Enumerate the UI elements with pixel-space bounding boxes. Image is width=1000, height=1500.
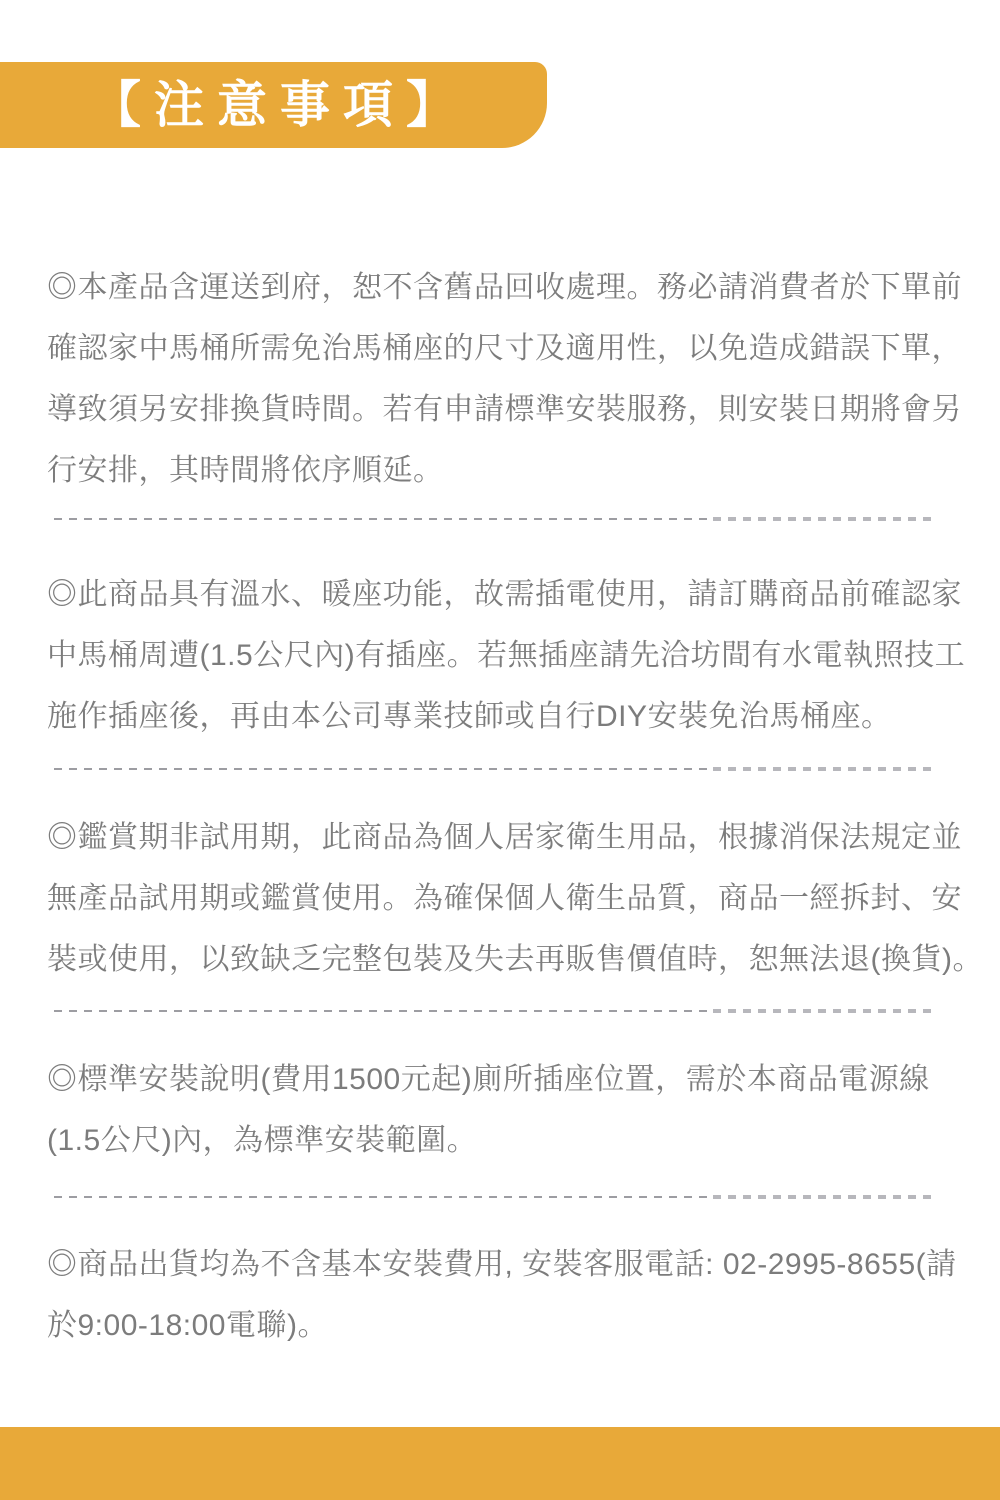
dash-segment-right: [713, 517, 938, 521]
notice-line: 中馬桶周遭(1.5公尺內)有插座。若無插座請先洽坊間有水電執照技工: [47, 639, 966, 672]
footer-band: [0, 1427, 1000, 1500]
notice-paragraph-shipping: [47, 257, 962, 501]
notice-line: 無產品試用期或鑑賞使用。為確保個人衛生品質，商品一經拆封、安: [47, 882, 962, 915]
dashed-divider: [54, 1007, 938, 1015]
dash-segment-left: [54, 768, 713, 770]
notice-line: (1.5公尺)內，為標準安裝範圍。: [47, 1124, 478, 1157]
page-title: 【注意事項】: [91, 77, 469, 133]
notice-line: ◎鑑賞期非試用期，此商品為個人居家衛生用品，根據消保法規定並: [47, 821, 962, 854]
notice-line: 裝或使用，以致缺乏完整包裝及失去再販售價值時，恕無法退(換貨)。: [47, 943, 983, 976]
notice-line: ◎標準安裝說明(費用1500元起)廁所插座位置，需於本商品電源線: [47, 1063, 930, 1096]
notice-paragraph-return-policy: [47, 807, 983, 990]
dash-segment-left: [54, 518, 713, 520]
dash-segment-left: [54, 1010, 713, 1012]
dash-segment-right: [713, 1009, 938, 1013]
dash-segment-right: [713, 1195, 938, 1199]
notice-line: 確認家中馬桶所需免治馬桶座的尺寸及適用性，以免造成錯誤下單，: [47, 332, 962, 365]
notice-line: 於9:00-18:00電聯)。: [47, 1309, 328, 1342]
notice-line: 施作插座後，再由本公司專業技師或自行DIY安裝免治馬桶座。: [47, 700, 892, 733]
notice-paragraph-power-outlet: [47, 564, 966, 747]
notice-line: ◎本產品含運送到府，恕不含舊品回收處理。務必請消費者於下單前: [47, 271, 962, 304]
notice-line: 導致須另安排換貨時間。若有申請標準安裝服務，則安裝日期將會另: [47, 393, 962, 426]
dash-segment-left: [54, 1196, 713, 1198]
dashed-divider: [54, 1193, 938, 1201]
dash-segment-right: [713, 767, 938, 771]
notice-line: 行安排，其時間將依序順延。: [47, 454, 444, 487]
dashed-divider: [54, 515, 938, 523]
notice-paragraph-standard-install: [47, 1049, 957, 1171]
notice-line: ◎商品出貨均為不含基本安裝費用, 安裝客服電話: 02-2995-8655(請: [47, 1248, 957, 1281]
notice-line: ◎此商品具有溫水、暖座功能，故需插電使用，請訂購商品前確認家: [47, 578, 962, 611]
dashed-divider: [54, 765, 938, 773]
notice-paragraph-install-hotline: [47, 1234, 957, 1356]
notice-header-band: [0, 62, 547, 148]
